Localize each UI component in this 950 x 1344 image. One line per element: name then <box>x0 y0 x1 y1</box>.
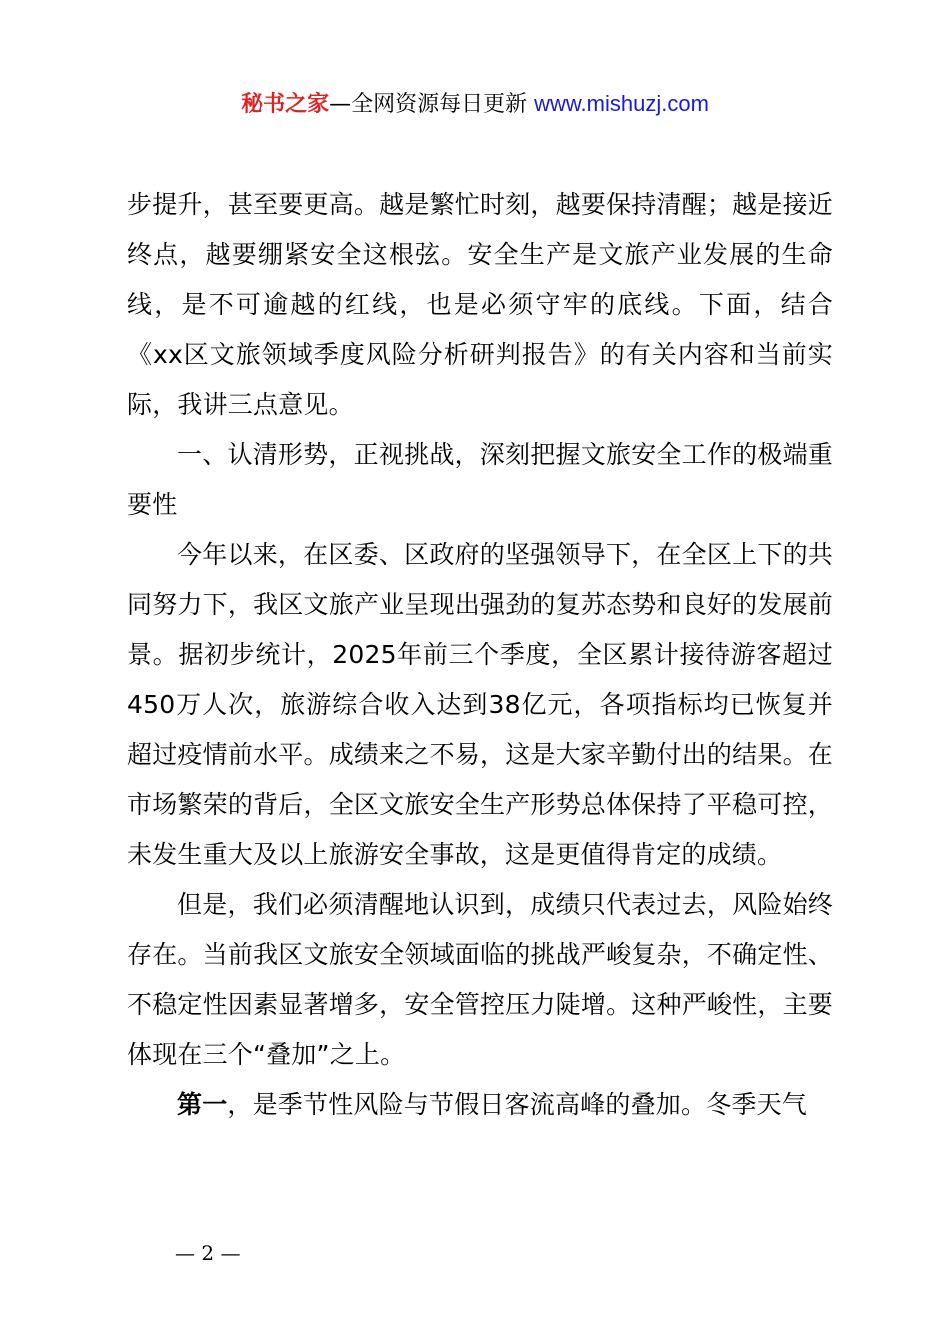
page-header <box>0 88 950 121</box>
paragraph-continuation: 步提升，甚至要更高。越是繁忙时刻，越要保持清醒；越是接近终点，越要绷紧安全这根弦。安全生产是文旅产业发展的生命线，是不可逾越的红线，也是必须守牢的底线。下面，结合《xx区文旅领域季度风险分析研判报告》的有关内容和当前实际，我讲三点意见。 <box>127 190 833 419</box>
first-point-text: ，是季节性风险与节假日客流高峰的叠加。冬季天气 <box>227 1090 808 1119</box>
section-heading-1: 一、认清形势，正视挑战，深刻把握文旅安全工作的极端重要性 <box>127 440 833 519</box>
paragraph-achievements: 今年以来，在区委、区政府的坚强领导下，在全区上下的共同努力下，我区文旅产业呈现出强劲的复苏态势和良好的发展前景。据初步统计，2025年前三个季度，全区累计接待游客超过450万人次，旅游综合收入达到38亿元，各项指标均已恢复并超过疫情前水平。成绩来之不易，这是大家辛勤付出的结果。在市场繁荣的背后，全区文旅安全生产形势总体保持了平稳可控，未发生重大及以上旅游安全事故，这是更值得肯定的成绩。 <box>127 540 833 869</box>
first-point-label: 第一 <box>177 1090 228 1119</box>
header-slogan: —全网资源每日更新 <box>329 92 535 117</box>
document-body <box>127 180 833 1130</box>
header-url-link[interactable]: www.mishuzj.com <box>534 91 709 116</box>
brand-name: 秘书之家 <box>241 92 330 117</box>
page-number: — 2 — <box>175 1241 241 1265</box>
paragraph-challenges: 但是，我们必须清醒地认识到，成绩只代表过去，风险始终存在。当前我区文旅安全领域面临的挑战严峻复杂，不确定性、不稳定性因素显著增多，安全管控压力陡增。这种严峻性，主要体现在三个“叠加”之上。 <box>127 890 833 1069</box>
paragraph-first-point <box>127 1080 833 1130</box>
